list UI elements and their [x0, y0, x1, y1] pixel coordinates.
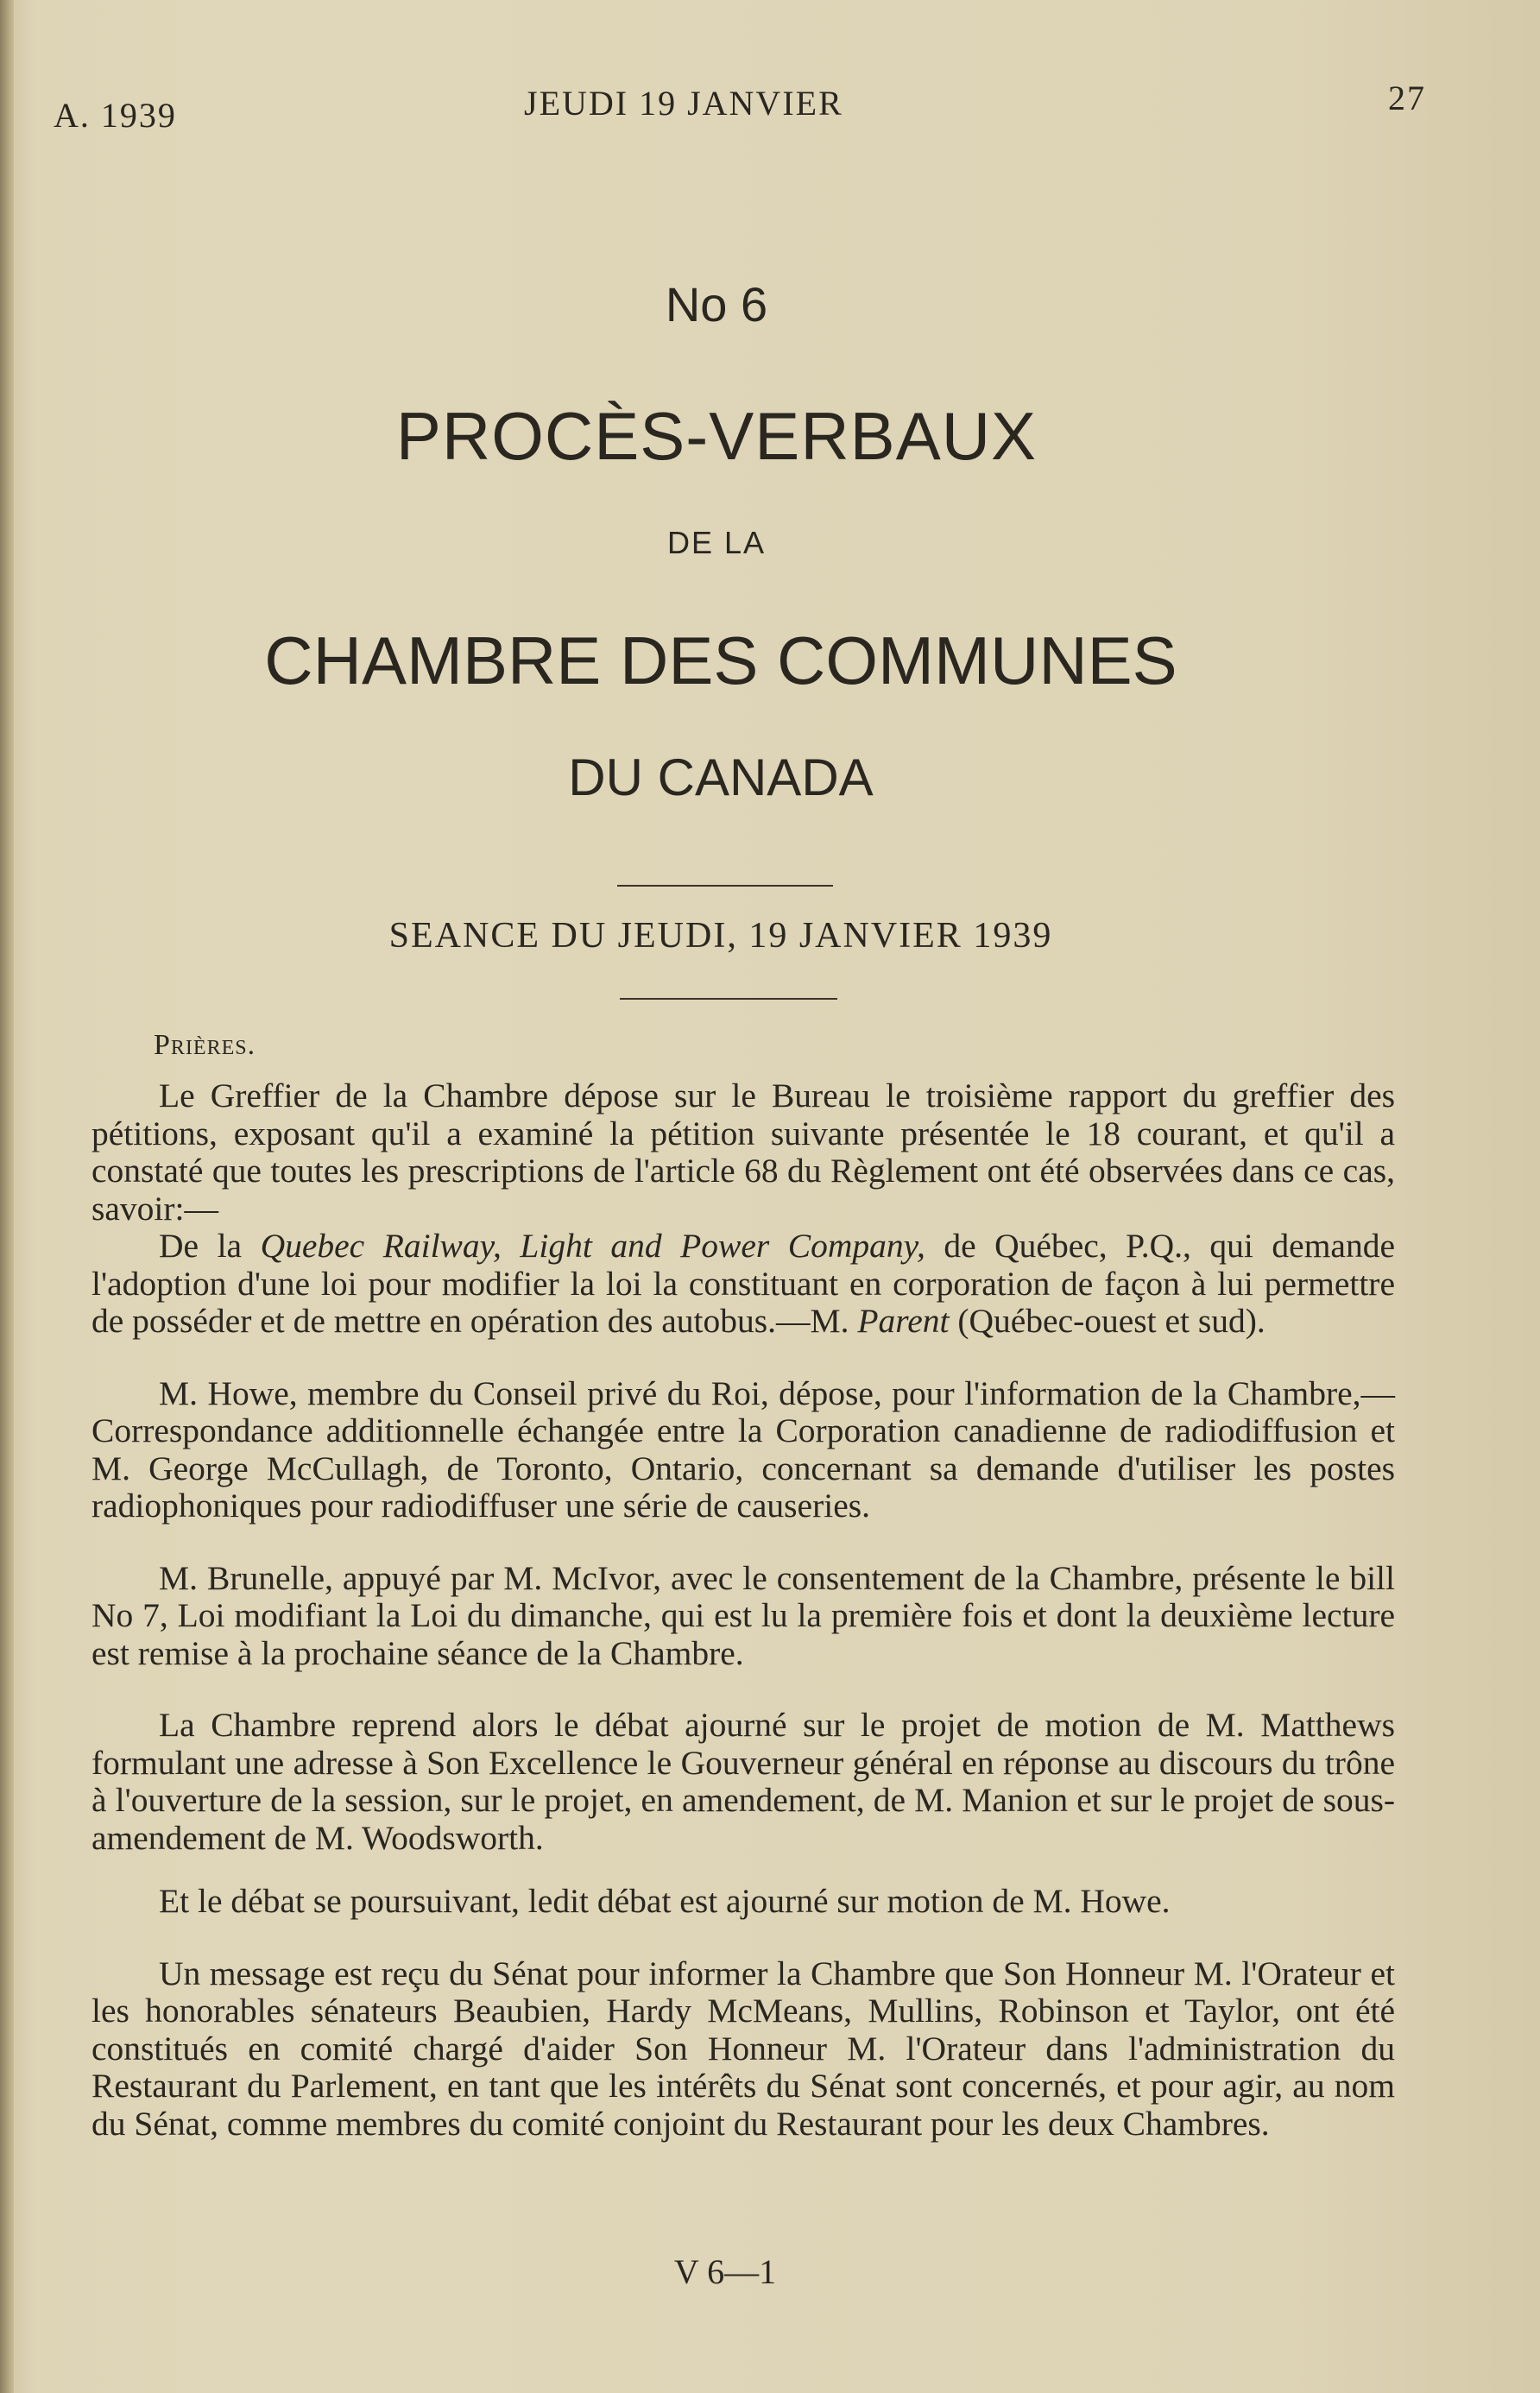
issue-number: No 6: [665, 277, 768, 331]
paragraph-howe-correspondence: M. Howe, membre du Conseil privé du Roi, dépose, pour l'information de la Chambre,—Correspondance additionnelle échangée entre la Corporation canadienne de radiodiffusion et M. George McCullagh, de Toronto, Ontario, concernant sa demande d'utiliser les postes radiophoniques pour radiodiffuser une série de causeries.: [92, 1373, 1395, 1525]
petition-text: de Québec, P.Q., qui demande l'adoption d'une loi pour modifier la loi la constituant en corporation de façon à lui permettre de posséder et de mettre en opération des autobus.—M.: [92, 1227, 1395, 1340]
petition-prefix: De la: [159, 1227, 261, 1265]
petition-riding: (Québec-ouest et sud).: [949, 1302, 1265, 1340]
paragraph-senate-message: Un message est reçu du Sénat pour informer la Chambre que Son Honneur M. l'Orateur et les honorables sénateurs Beaubien, Hardy McMeans, Mullins, Robinson et Taylor, ont été constitués en comité chargé d'aider Son Honneur M. l'Orateur dans l'administration du Restaurant du Parlement, en tant que les intérêts du Sénat sont concernés, et pour agir, au nom du Sénat, comme membres du comité conjoint du Restaurant pour les deux Chambres.: [92, 1954, 1395, 2143]
paragraph-address-debate: La Chambre reprend alors le débat ajourné sur le projet de motion de M. Matthews formulant une adresse à Son Excellence le Gouverneur général en réponse au discours du trône à l'ouverture de la session, sur le projet, en amendement, de M. Manion et sur le projet de sous-amendement de M. Woodsworth.: [92, 1706, 1395, 1857]
petition-member: Parent: [857, 1302, 950, 1340]
paragraph-petitions-report: Le Greffier de la Chambre dépose sur le Bureau le troisième rapport du greffier des pétitions, exposant qu'il a examiné la pétition suivante présentée le 18 courant, et qu'il a constaté que toutes les prescriptions de l'article 68 du Règlement ont été observées dans ce cas, savoir:—: [92, 1077, 1395, 1228]
prayers-heading: Prières.: [154, 1029, 256, 1061]
divider-top: [617, 885, 833, 887]
paragraph-bill-7: M. Brunelle, appuyé par M. McIvor, avec le consentement de la Chambre, présente le bill No 7, Loi modifiant la Loi du dimanche, qui est lu la première fois et dont la deuxième lecture est remise à la prochaine séance de la Chambre.: [92, 1558, 1395, 1672]
document-title: PROCÈS-VERBAUX: [395, 398, 1038, 474]
running-head: [54, 78, 1426, 135]
divider-bottom: [620, 998, 837, 1000]
sitting-date: SEANCE DU JEUDI, 19 JANVIER 1939: [388, 916, 1053, 956]
petitioner-company: Quebec Railway, Light and Power Company,: [260, 1227, 925, 1265]
paragraph-debate-adjourned: Et le débat se poursuivant, ledit débat est ajourné sur motion de M. Howe.: [159, 1882, 1171, 1920]
book-spine-edge: [0, 0, 14, 2393]
paragraph-petition-quebec-railway: [92, 1228, 1395, 1341]
title-connector: DE LA: [666, 525, 767, 560]
signature-mark: V 6—1: [673, 2252, 777, 2291]
running-head-date: JEUDI 19 JANVIER: [524, 84, 843, 123]
chamber-name: CHAMBRE DES COMMUNES: [264, 622, 1177, 698]
running-head-year: A. 1939: [54, 96, 177, 135]
page-number: 27: [1388, 79, 1426, 117]
country-name: DU CANADA: [568, 748, 874, 806]
minutes-body: [92, 1077, 1395, 2143]
